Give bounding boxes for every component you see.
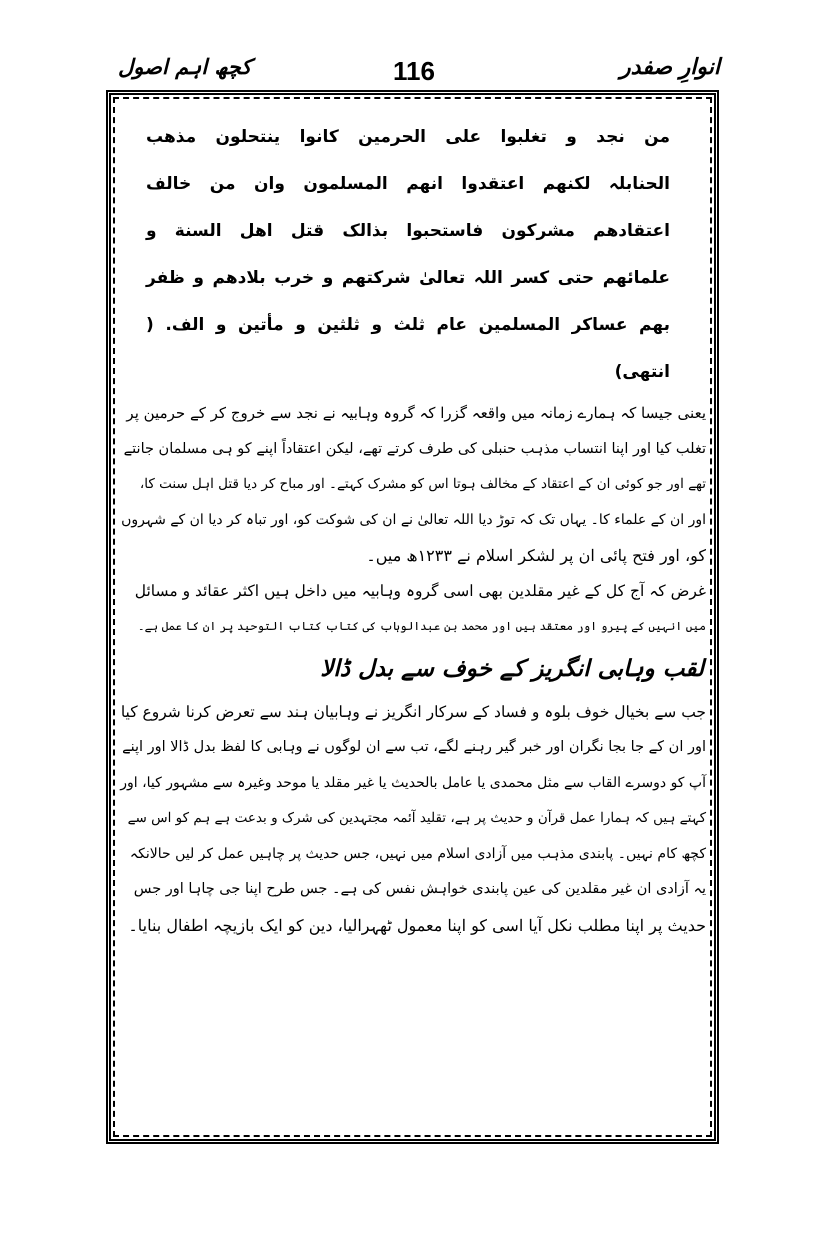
urdu-translation bbox=[120, 396, 706, 574]
page-header bbox=[108, 52, 720, 94]
page-number: 116 bbox=[393, 56, 435, 86]
arabic-line: من نجد و تغلبوا علی الحرمین کانوا ینتحلون مذھب bbox=[146, 127, 670, 147]
page-content bbox=[116, 100, 710, 1136]
arabic-line: انتھی) bbox=[614, 362, 670, 382]
section-heading: لقب وہابی انگریز کے خوف سے بدل ڈالا bbox=[320, 654, 704, 682]
urdu-line: اور ان کے جا بجا نگران اور خبر گیر رہنے لگے، تب سے ان لوگوں نے وہابی کا لفظ بدل ڈالا اور اپنے bbox=[122, 739, 706, 755]
arabic-line: علمائھم حتی کسر اللہ تعالیٰ شرکتھم و خرب بلادھم و ظفر bbox=[146, 268, 670, 288]
urdu-paragraph-2 bbox=[120, 574, 706, 645]
urdu-line: یعنی جیسا کہ ہمارے زمانہ میں واقعہ گزرا کہ گروہ وہابیہ نے نجد سے خروج کر کے حرمین پر bbox=[126, 404, 706, 422]
arabic-line: الحنابلہ لکنھم اعتقدوا انھم المسلمون وان من خالف bbox=[146, 174, 670, 194]
arabic-quote bbox=[146, 114, 670, 396]
urdu-line: میں انہیں کے پیرو اور معتقد ہیں اور محمد بن عبدالوہاب کی کتاب کتاب التوحید پر ان کا عمل ہے۔ bbox=[137, 619, 706, 633]
urdu-line: کو، اور فتح پائی ان پر لشکر اسلام نے ۱۲۳۳ھ میں۔ bbox=[366, 546, 706, 565]
urdu-line: غرض کہ آج کل کے غیر مقلدین بھی اسی گروہ وہابیہ میں داخل ہیں اکثر عقائد و مسائل bbox=[134, 581, 706, 600]
urdu-line: آپ کو دوسرے القاب سے مثل محمدی یا عامل بالحدیث یا غیر مقلد یا موحد وغیرہ سے مشہور کیا، اور bbox=[120, 774, 706, 791]
urdu-line: یہ آزادی ان غیر مقلدین کی عین پابندی خواہش نفس کی ہے۔ جس طرح اپنا جی چاہا اور جس bbox=[133, 881, 706, 897]
arabic-line: بھم عساکر المسلمین عام ثلث و ثلثین و مأتین و الف. ( bbox=[146, 315, 670, 335]
urdu-line: کہتے ہیں کہ ہمارا عمل قرآن و حدیث پر ہے، تقلید آئمہ مجتہدین کی شرک و بدعت ہے ہم کو اس سے bbox=[127, 810, 706, 826]
urdu-line: حدیث پر اپنا مطلب نکل آیا اسی کو اپنا معمول ٹھہرالیا، دین کو ایک بازیچہ اطفال بنایا۔ bbox=[128, 915, 706, 935]
urdu-line: جب سے بخیال خوف بلوہ و فساد کے سرکار انگریز نے وہابیان ہند سے تعرض کرنا شروع کیا bbox=[120, 702, 706, 721]
chapter-title: کچھ اہم اصول bbox=[118, 54, 252, 79]
urdu-line: اور ان کے علماء کا۔ یہاں تک کہ توڑ دیا اللہ تعالیٰ نے ان کی شوکت کو، اور تباہ کر دیا ان کے شہروں bbox=[121, 511, 706, 528]
urdu-line: کچھ کام نہیں۔ پابندی مذہب میں آزادی اسلام میں نہیں، جس حدیث پر چاہیں عمل کر لیں حالانکہ bbox=[129, 845, 706, 862]
urdu-paragraph-3 bbox=[120, 695, 706, 944]
arabic-line: اعتقادھم مشرکون فاستحبوا بذالک قتل اھل السنة و bbox=[146, 221, 670, 241]
urdu-line: تھے اور جو کوئی ان کے اعتقاد کے مخالف ہوتا اس کو مشرک کہتے۔ اور مباح کر دیا قتل اہل سنت کا، bbox=[139, 476, 706, 492]
urdu-line: تغلب کیا اور اپنا انتساب مذہب حنبلی کی طرف کرتے تھے، لیکن اعتقاداً اپنے کو ہی مسلمان جانتے bbox=[123, 440, 706, 457]
book-title: انوارِ صفدر bbox=[620, 54, 720, 80]
